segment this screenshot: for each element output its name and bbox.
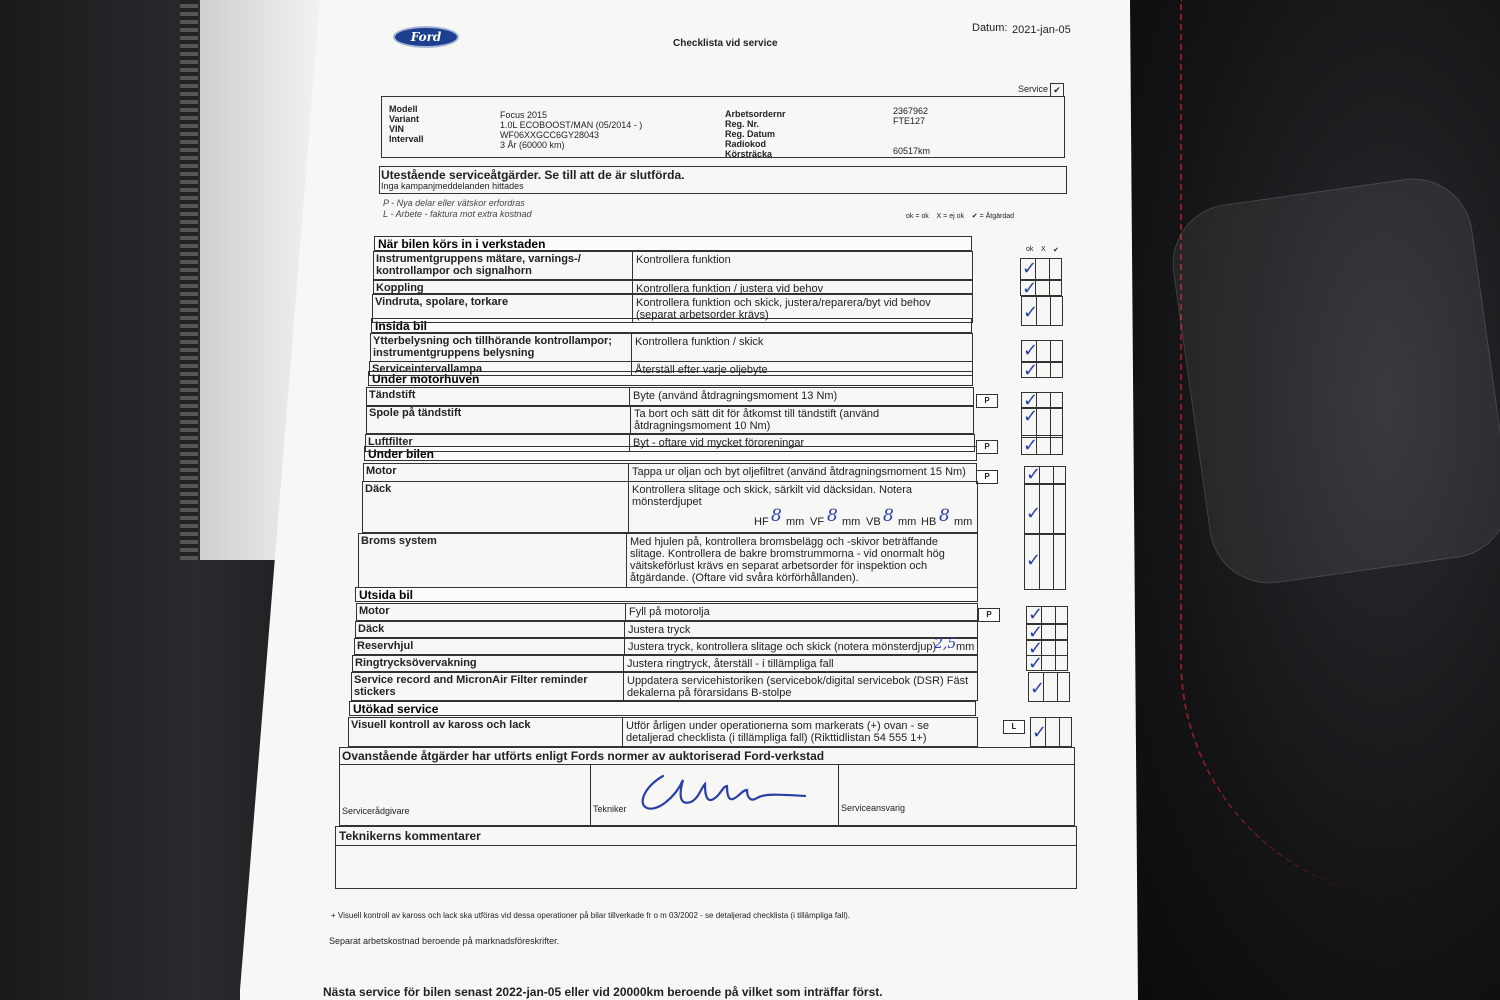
tyre-hf-value: 8 [771, 506, 782, 526]
signoff-title: Ovanstående åtgärder har utförts enligt Fords normer av auktoriserad Ford-verkstad [342, 749, 825, 763]
row-divider [626, 534, 627, 587]
checklist-item-name: Spole på tändstift [369, 407, 462, 419]
handwritten-check-icon: ✓ [1023, 360, 1039, 381]
handwritten-check-icon: ✓ [1026, 503, 1042, 524]
checklist-row [358, 533, 978, 588]
next-service-note: Nästa service för bilen senast 2022-jan-05 eller vid 20000km beroende på vilket som inträffar först. [323, 985, 883, 999]
checklist-item-name: Däck [358, 623, 385, 635]
checklist-item-description: Fyll på motorolja [629, 606, 710, 618]
checklist-item-description: Uppdatera servicehistoriken (servicebok/digital servicebok (DSR) Fäst dekalerna på förarsidans B-stolpe [627, 675, 969, 699]
checklist-item-name: Serviceintervallampa [372, 363, 483, 375]
tyre-vb-value: 8 [883, 506, 894, 526]
advisor-label: Servicerådgivare [342, 806, 410, 816]
checklist-row [351, 672, 978, 701]
checklist-item-name: Visuell kontroll av kaross och lack [351, 719, 531, 731]
status-col-line [1050, 297, 1051, 325]
handwritten-check-icon: ✓ [1028, 622, 1044, 643]
col-done-label: ✔ [1053, 247, 1059, 254]
tyre-hf-label: HF [754, 516, 769, 528]
legend-symbols: ok = ok X = ej ok ✔ = Åtgärdad [906, 213, 1015, 220]
section-header: Utökad service [349, 701, 976, 716]
row-divider [622, 718, 623, 746]
service-label: Service [1018, 84, 1049, 94]
checklist-item-name: Koppling [376, 282, 424, 294]
status-col-line [1057, 673, 1058, 701]
folder-zipper [180, 0, 198, 560]
checklist-row [366, 387, 974, 407]
outstanding-title: Utestående serviceåtgärder. Se till att de är slutförda. [381, 168, 685, 182]
checklist-item-name: Service record and MicronAir Filter reminder stickers [354, 674, 588, 698]
status-col-line [1055, 625, 1056, 639]
handwritten-check-icon: ✓ [1028, 638, 1044, 659]
row-divider [629, 388, 630, 406]
status-col-line [1053, 467, 1054, 483]
handwritten-check-icon: ✓ [1032, 722, 1048, 743]
checklist-item-name: Broms system [361, 535, 437, 547]
legend-p-note: P - Nya delar eller vätskor erfordras [383, 198, 525, 208]
date-label: Datum: [972, 22, 1008, 34]
signoff-divider [340, 764, 1074, 765]
handwritten-check-icon: ✓ [1028, 604, 1044, 625]
vehicle-label: VIN [389, 124, 405, 134]
vehicle-value: 3 År (60000 km) [500, 140, 565, 150]
checklist-row [373, 280, 973, 294]
status-col-line [1050, 363, 1051, 377]
handwritten-check-icon: ✓ [1023, 340, 1039, 361]
vehicle-value: 60517km [893, 146, 931, 156]
checklist-row [354, 638, 978, 655]
vehicle-value: WF06XXGCC6GY28043 [500, 130, 600, 140]
parts-required-flag: P [976, 470, 998, 484]
footer-note-1: + Visuell kontroll av kaross och lack ska utföras vid dessa operationer på bilar tillverkade fr o m 03/2002 - se detaljerad checklista (i tillämpliga fall). [331, 911, 850, 920]
section-header: Under bilen [364, 446, 977, 461]
status-col-line [1059, 718, 1060, 746]
checklist-item-description: Med hjulen på, kontrollera bromsbelägg och -skivor beträffande slitage. Kontrollera de bakre bromstrummorna - vid onormalt hög väitskeförlust krävs en separat arbetsorder för inspektion och åtgärdande. (Oftare vid svåra körförhållanden). [630, 536, 945, 584]
section-header: Utsida bil [355, 587, 978, 602]
checklist-row [369, 361, 973, 376]
technician-signature [635, 768, 815, 818]
handwritten-check-icon: ✓ [1023, 390, 1039, 411]
legend-l-note: L - Arbete - faktura mot extra kostnad [383, 209, 532, 219]
checklist-item-description: Kontrollera funktion / justera vid behov [636, 283, 824, 295]
row-divider [630, 406, 631, 433]
row-divider [632, 281, 633, 293]
status-col-line [1053, 485, 1054, 533]
tyre-hb-unit: mm [954, 516, 973, 528]
checklist-row [356, 603, 978, 621]
vehicle-label: Körsträcka [725, 149, 773, 159]
checklist-item-name: Ytterbelysning och tillhörande kontrollampor; instrumentgruppens belysning [373, 335, 612, 359]
row-divider [624, 622, 625, 637]
tyre-vf-unit: mm [842, 516, 861, 528]
handwritten-check-icon: ✓ [1023, 406, 1039, 427]
row-divider [632, 295, 633, 322]
parts-required-flag: P [976, 440, 998, 454]
spare-depth-unit: mm [956, 641, 975, 653]
checklist-item-description: Tappa ur oljan och byt oljefiltret (använd åtdragningsmoment 15 Nm) [632, 466, 966, 478]
section-header: Under motorhuven [368, 371, 973, 386]
vehicle-label: Variant [389, 114, 420, 124]
checklist-item-description: Justera ringtryck, återställ - i tillämpliga fall [627, 658, 834, 670]
checklist-item-description: Ta bort och sätt dit för åtkomst till tändstift (använd åtdragningsmoment 10 Nm) [634, 408, 880, 432]
tyre-hb-label: HB [921, 516, 937, 528]
checklist-row [363, 463, 977, 482]
tyre-vb-unit: mm [898, 516, 917, 528]
row-divider [623, 673, 624, 700]
section-header: När bilen körs in i verkstaden [374, 236, 972, 251]
checklist-item-name: Motor [359, 605, 390, 617]
handwritten-check-icon: ✓ [1028, 653, 1044, 674]
checklist-item-description: Utför årligen under operationerna som markerats (+) ovan - se detaljerad checklista (i tillämpliga fall) (Rikttidlistan 54 555 1+) [626, 720, 929, 744]
checklist-item-description: Kontrollera funktion och skick, justera/reparera/byt vid behov (separat arbetsorder krävs) [636, 297, 931, 321]
checklist-item-name: Instrumentgruppens mätare, varnings-/ kontrollampor och signalhorn [376, 253, 581, 277]
logo-text: Ford [410, 30, 442, 44]
vehicle-value: 2367962 [893, 106, 929, 116]
checklist-item-name: Ringtrycksövervakning [355, 657, 477, 669]
status-col-line [1050, 393, 1051, 407]
vehicle-label: Intervall [389, 134, 424, 144]
status-col-line [1053, 535, 1054, 589]
responsible-label: Serviceansvarig [841, 803, 906, 813]
checklist-item-name: Reservhjul [357, 640, 414, 652]
checklist-item-description: Justera tryck, kontrollera slitage och skick (notera mönsterdjup) [628, 641, 937, 653]
row-divider [624, 639, 625, 654]
checklist-item-name: Däck [365, 483, 392, 495]
status-col-line [1050, 341, 1051, 361]
checklist-item-description: Återställ efter varje oljebyte [635, 364, 768, 376]
status-col-line [1050, 409, 1051, 437]
tyre-vf-value: 8 [827, 506, 838, 526]
handwritten-check-icon: ✓ [1030, 678, 1046, 699]
outstanding-note: Inga kampanjmeddelanden hittades [381, 181, 524, 191]
service-checkbox: ✔ [1050, 83, 1064, 97]
tyre-vb-label: VB [866, 516, 881, 528]
page-title: Checklista vid service [673, 38, 778, 49]
vehicle-value: FTE127 [893, 116, 926, 126]
vehicle-info-box [381, 96, 1065, 158]
row-divider [628, 482, 629, 532]
technician-label: Tekniker [593, 804, 627, 814]
ford-logo [393, 26, 459, 48]
vehicle-label: Reg. Nr. [725, 119, 760, 129]
checklist-item-name: Tändstift [369, 389, 416, 401]
checklist-row [365, 434, 975, 452]
seat-glare [1165, 171, 1500, 591]
checklist-item-description: Kontrollera funktion / skick [635, 336, 764, 348]
tyre-hf-unit: mm [786, 516, 805, 528]
checklist-row [366, 405, 974, 434]
comments-title: Teknikerns kommentarer [339, 829, 481, 843]
row-divider [632, 252, 633, 279]
checklist-item-description: Byt - oftare vid mycket föroreningar [633, 437, 805, 449]
checklist-item-name: Vindruta, spolare, torkare [375, 296, 509, 308]
checklist-item-name: Motor [366, 465, 397, 477]
vehicle-label: Modell [389, 104, 418, 114]
status-col-line [1055, 656, 1056, 670]
row-divider [631, 334, 632, 361]
status-col-line [1055, 641, 1056, 655]
handwritten-check-icon: ✓ [1023, 302, 1039, 323]
signoff-col-divider-2 [838, 764, 839, 826]
footer-note-2: Separat arbetskostnad beroende på marknadsföreskrifter. [329, 936, 560, 946]
checklist-row [372, 294, 973, 323]
labour-extra-flag: L [1003, 720, 1025, 734]
vehicle-value: 1.0L ECOBOOST/MAN (05/2014 - ) [500, 120, 643, 130]
checklist-row [348, 717, 978, 747]
parts-required-flag: P [978, 608, 1000, 622]
handwritten-check-icon: ✓ [1026, 550, 1042, 571]
signoff-col-divider-1 [590, 764, 591, 826]
status-col-line [1049, 281, 1050, 295]
handwritten-check-icon: ✓ [1023, 435, 1039, 456]
handwritten-check-icon: ✓ [1026, 464, 1042, 485]
vehicle-label: Arbetsordernr [725, 109, 786, 119]
row-divider [631, 362, 632, 375]
checklist-item-description: Kontrollera funktion [636, 254, 731, 266]
status-col-line [1050, 436, 1051, 454]
checklist-row [370, 333, 973, 362]
spare-depth-value: 2,5 [934, 636, 957, 652]
parts-required-flag: P [976, 394, 998, 408]
row-divider [629, 435, 630, 451]
checklist-item-name: Luftfilter [368, 436, 413, 448]
vehicle-label: Radiokod [725, 139, 767, 149]
checklist-row [355, 621, 978, 638]
row-divider [625, 604, 626, 620]
col-ok-label: ok [1026, 246, 1034, 253]
row-divider [628, 464, 629, 481]
col-x-label: X [1041, 246, 1046, 253]
vehicle-label: Reg. Datum [725, 129, 776, 139]
vehicle-value: Focus 2015 [500, 110, 548, 120]
checklist-row [373, 251, 973, 280]
tyre-hb-value: 8 [939, 506, 950, 526]
comments-divider [336, 845, 1076, 846]
checklist-item-description: Byte (använd åtdragningsmoment 13 Nm) [633, 390, 838, 402]
checklist-item-description: Justera tryck [628, 624, 691, 636]
checklist-row [352, 655, 978, 672]
section-header: Insida bil [371, 318, 972, 333]
status-col-line [1055, 607, 1056, 623]
handwritten-check-icon: ✓ [1022, 278, 1038, 299]
handwritten-check-icon: ✓ [1022, 258, 1038, 279]
status-col-line [1049, 259, 1050, 279]
row-divider [623, 656, 624, 671]
tyre-vf-label: VF [810, 516, 825, 528]
checklist-item-description: Kontrollera slitage och skick, särkilt vid däcksidan. Notera mönsterdjupet [632, 484, 913, 508]
date-value: 2021-jan-05 [1012, 24, 1071, 36]
